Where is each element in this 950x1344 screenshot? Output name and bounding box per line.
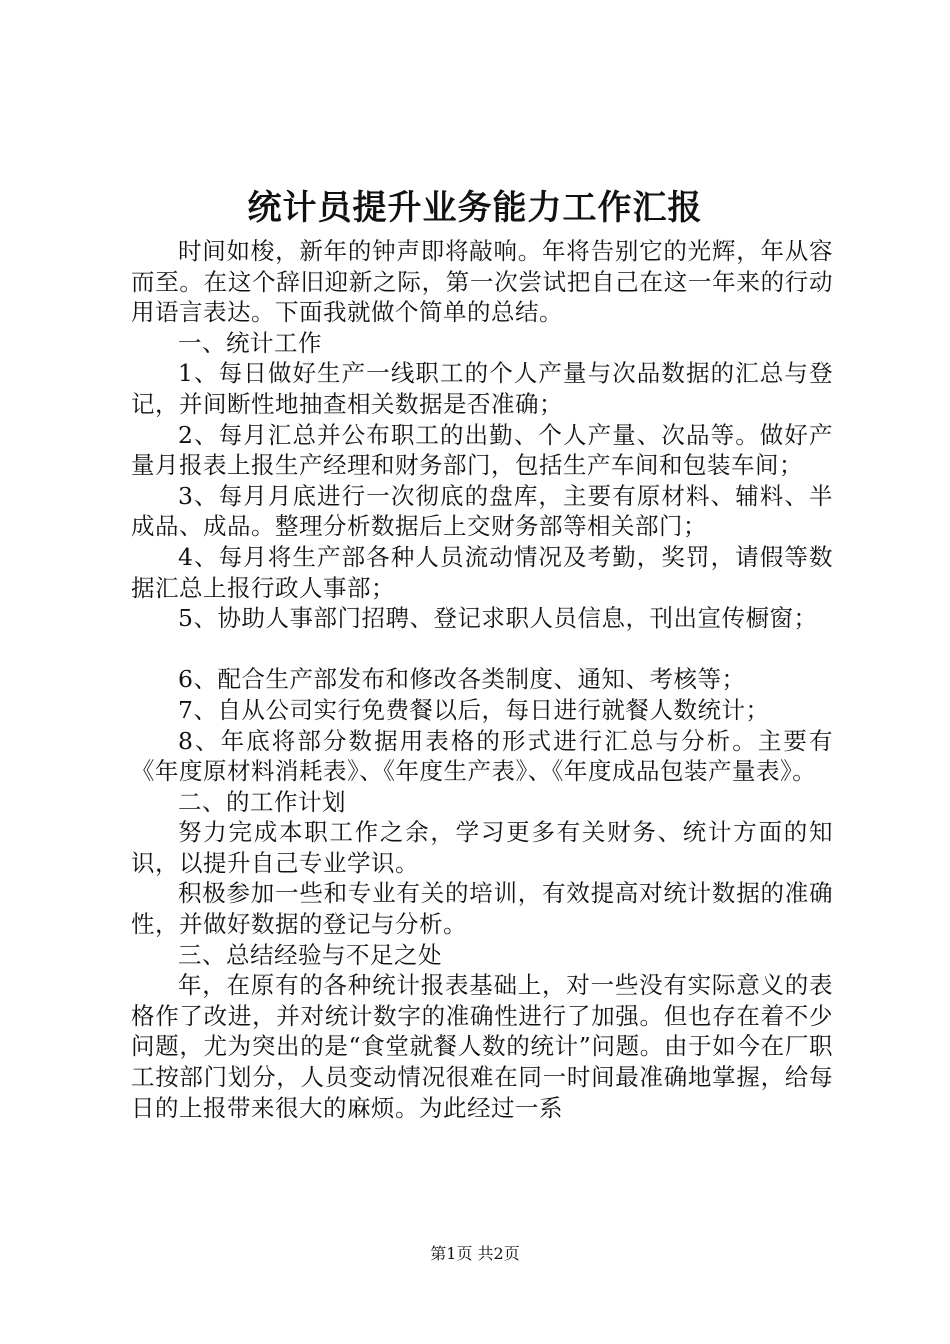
summary-paragraph: 年，在原有的各种统计报表基础上，对一些没有实际意义的表格作了改进，并对统计数字的准确性进行了加强。但也存在着不少问题，尤为突出的是“食堂就餐人数的统计”问题。由于如今在厂职工按部门划分，人员变动情况很难在同一时间最准确地掌握，给每日的上报带来很大的麻烦。为此经过一系 (131, 971, 833, 1122)
list-item-8: 8、年底将部分数据用表格的形式进行汇总与分析。主要有《年度原材料消耗表》、《年度生产表》、《年度成品包装产量表》。 (131, 726, 833, 786)
list-item-2: 2、每月汇总并公布职工的出勤、个人产量、次品等。做好产量月报表上报生产经理和财务部门，包括生产车间和包装车间； (131, 420, 833, 480)
list-item-6: 6、配合生产部发布和修改各类制度、通知、考核等； (178, 665, 746, 694)
blank-line (131, 634, 833, 665)
list-item-3: 3、每月月底进行一次彻底的盘库，主要有原材料、辅料、半成品、成品。整理分析数据后上交财务部等相关部门； (131, 481, 833, 541)
list-item-4: 4、每月将生产部各种人员流动情况及考勤，奖罚，请假等数据汇总上报行政人事部； (131, 542, 833, 602)
list-item-7: 7、自从公司实行免费餐以后，每日进行就餐人数统计； (178, 695, 770, 724)
list-item-1: 1、每日做好生产一线职工的个人产量与次品数据的汇总与登记，并间断性地抽查相关数据是否准确； (131, 359, 833, 418)
section-heading-plan: 二、的工作计划 (178, 787, 346, 816)
document-body (131, 236, 833, 1123)
section-heading-summary: 三、总结经验与不足之处 (178, 940, 442, 969)
intro-paragraph: 时间如梭，新年的钟声即将敲响。年将告别它的光辉，年从容而至。在这个辞旧迎新之际，第一次尝试把自己在这一年来的行动用语言表达。下面我就做个简单的总结。 (131, 237, 833, 327)
section-heading-statistics: 一、统计工作 (178, 328, 322, 357)
list-item-5: 5、协助人事部门招聘、登记求职人员信息，刊出宣传橱窗； (178, 604, 818, 633)
page-number-footer: 第1页 共2页 (430, 1244, 520, 1263)
document-title: 统计员提升业务能力工作汇报 (247, 188, 703, 228)
plan-paragraph-2: 积极参加一些和专业有关的培训，有效提高对统计数据的准确性，并做好数据的登记与分析。 (131, 879, 833, 939)
plan-paragraph-1: 努力完成本职工作之余，学习更多有关财务、统计方面的知识，以提升自己专业学识。 (131, 818, 833, 877)
